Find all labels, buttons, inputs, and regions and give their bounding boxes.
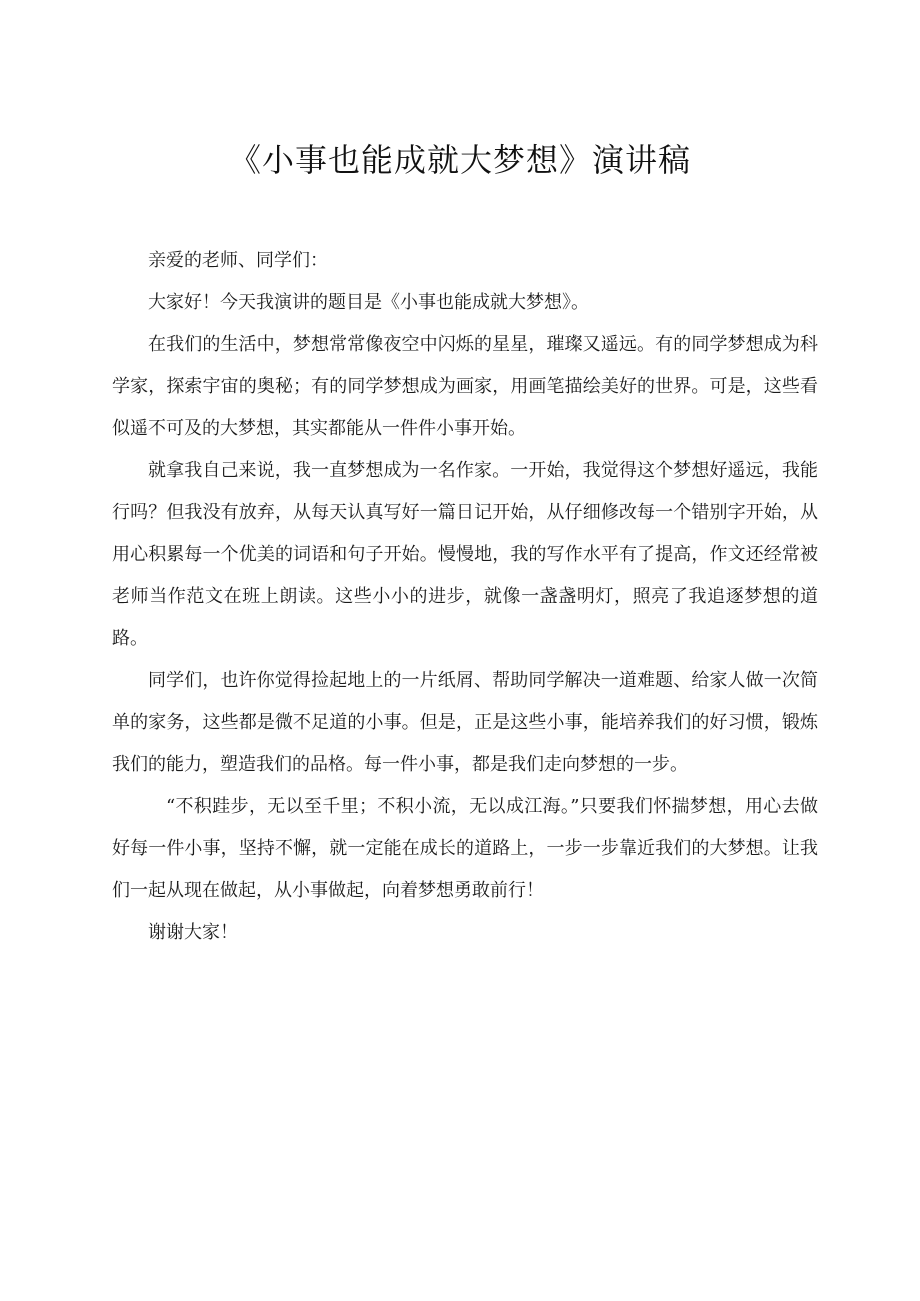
- speech-body: [112, 240, 818, 954]
- paragraph-dreams-intro: 在我们的生活中，梦想常常像夜空中闪烁的星星，璀璨又遥远。有的同学梦想成为科学家，探索宇宙的奥秘；有的同学梦想成为画家，用画笔描绘美好的世界。可是，这些看似遥不可及的大梦想，其实都能从一件件小事开始。: [112, 334, 818, 439]
- greeting-paragraph: 大家好！今天我演讲的题目是《小事也能成就大梦想》。: [148, 292, 589, 313]
- document-title: 《小事也能成就大梦想》演讲稿: [228, 141, 691, 179]
- salutation: 亲爱的老师、同学们：: [148, 250, 328, 271]
- paragraph-small-things: 同学们，也许你觉得捡起地上的一片纸屑、帮助同学解决一道难题、给家人做一次简单的家务，这些都是微不足道的小事。但是，正是这些小事，能培养我们的好习惯，锻炼我们的能力，塑造我们的品格。每一件小事，都是我们走向梦想的一步。: [112, 670, 818, 775]
- paragraph-personal-story: 就拿我自己来说，我一直梦想成为一名作家。一开始，我觉得这个梦想好遥远，我能行吗？但我没有放弃，从每天认真写好一篇日记开始，从仔细修改每一个错别字开始，从用心积累每一个优美的词语和句子开始。慢慢地，我的写作水平有了提高，作文还经常被老师当作范文在班上朗读。这些小小的进步，就像一盏盏明灯，照亮了我追逐梦想的道路。: [112, 460, 818, 649]
- paragraph-quote-conclusion: “不积跬步，无以至千里；不积小流，无以成江海。”只要我们怀揣梦想，用心去做好每一件小事，坚持不懈，就一定能在成长的道路上，一步一步靠近我们的大梦想。让我们一起从现在做起，从小事做起，向着梦想勇敢前行！: [112, 796, 818, 901]
- closing-thanks: 谢谢大家！: [148, 922, 238, 943]
